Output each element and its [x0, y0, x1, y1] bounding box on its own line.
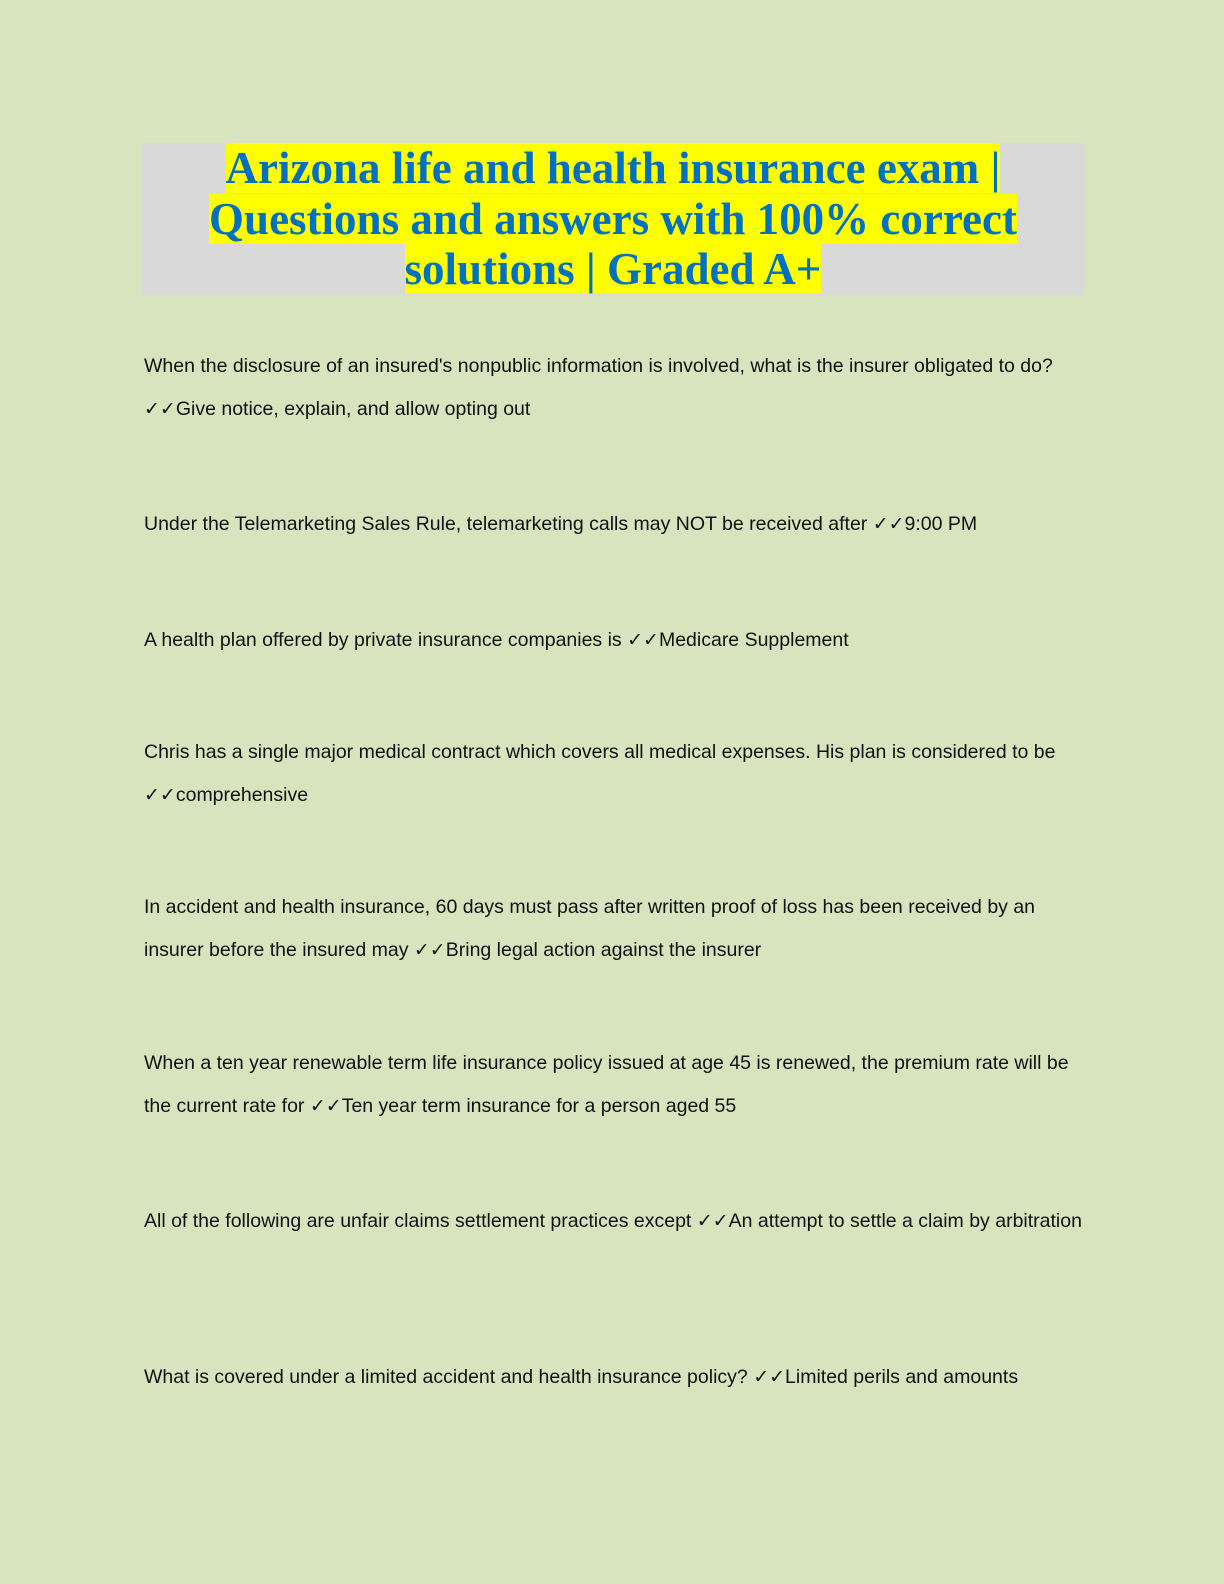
question-text: Under the Telemarketing Sales Rule, telemarketing calls may NOT be received after	[144, 513, 868, 535]
qa-item-5	[144, 886, 1088, 972]
answer-text: comprehensive	[175, 784, 309, 806]
double-checkmark-icon: ✓✓	[144, 398, 176, 420]
double-checkmark-icon: ✓✓	[144, 784, 176, 806]
question-text: All of the following are unfair claims settlement practices except	[144, 1210, 692, 1232]
answer-text: Bring legal action against the insurer	[445, 939, 762, 961]
question-text: In accident and health insurance, 60 days must pass after written proof of loss has been received by an insurer before the insured may	[144, 896, 1036, 961]
answer-text: Give notice, explain, and allow opting out	[175, 398, 531, 420]
qa-item-6	[144, 1042, 1088, 1128]
qa-item-7	[144, 1200, 1088, 1243]
question-text: When the disclosure of an insured's nonpublic information is involved, what is the insurer obligated to do?	[144, 355, 1053, 377]
question-text: What is covered under a limited accident and health insurance policy?	[144, 1366, 748, 1388]
answer-text: 9:00 PM	[904, 513, 978, 535]
double-checkmark-icon: ✓✓	[696, 1210, 729, 1232]
qa-item-2	[144, 503, 1088, 546]
answer-text: An attempt to settle a claim by arbitration	[728, 1210, 1082, 1232]
double-checkmark-icon: ✓✓	[872, 513, 905, 535]
double-checkmark-icon: ✓✓	[753, 1366, 786, 1388]
qa-item-4	[144, 731, 1088, 817]
qa-item-8	[144, 1356, 1088, 1399]
qa-item-1	[144, 345, 1088, 431]
document-title-text: Arizona life and health insurance exam | Questions and answers with 100% correct solutions | Graded A+	[209, 143, 1017, 294]
answer-text: Medicare Supplement	[658, 629, 849, 651]
title-box	[142, 143, 1084, 295]
qa-item-3	[144, 619, 1088, 662]
double-checkmark-icon: ✓✓	[413, 939, 446, 961]
answer-text: Ten year term insurance for a person aged 55	[341, 1095, 737, 1117]
double-checkmark-icon: ✓✓	[309, 1095, 342, 1117]
answer-text: Limited perils and amounts	[785, 1366, 1019, 1388]
question-text: Chris has a single major medical contract which covers all medical expenses. His plan is considered to be	[144, 741, 1056, 763]
question-text: A health plan offered by private insurance companies is	[144, 629, 622, 651]
double-checkmark-icon: ✓✓	[627, 629, 659, 651]
question-text: When a ten year renewable term life insurance policy issued at age 45 is renewed, the premium rate will be the current rate for	[144, 1052, 1069, 1117]
document-title	[142, 143, 1084, 295]
